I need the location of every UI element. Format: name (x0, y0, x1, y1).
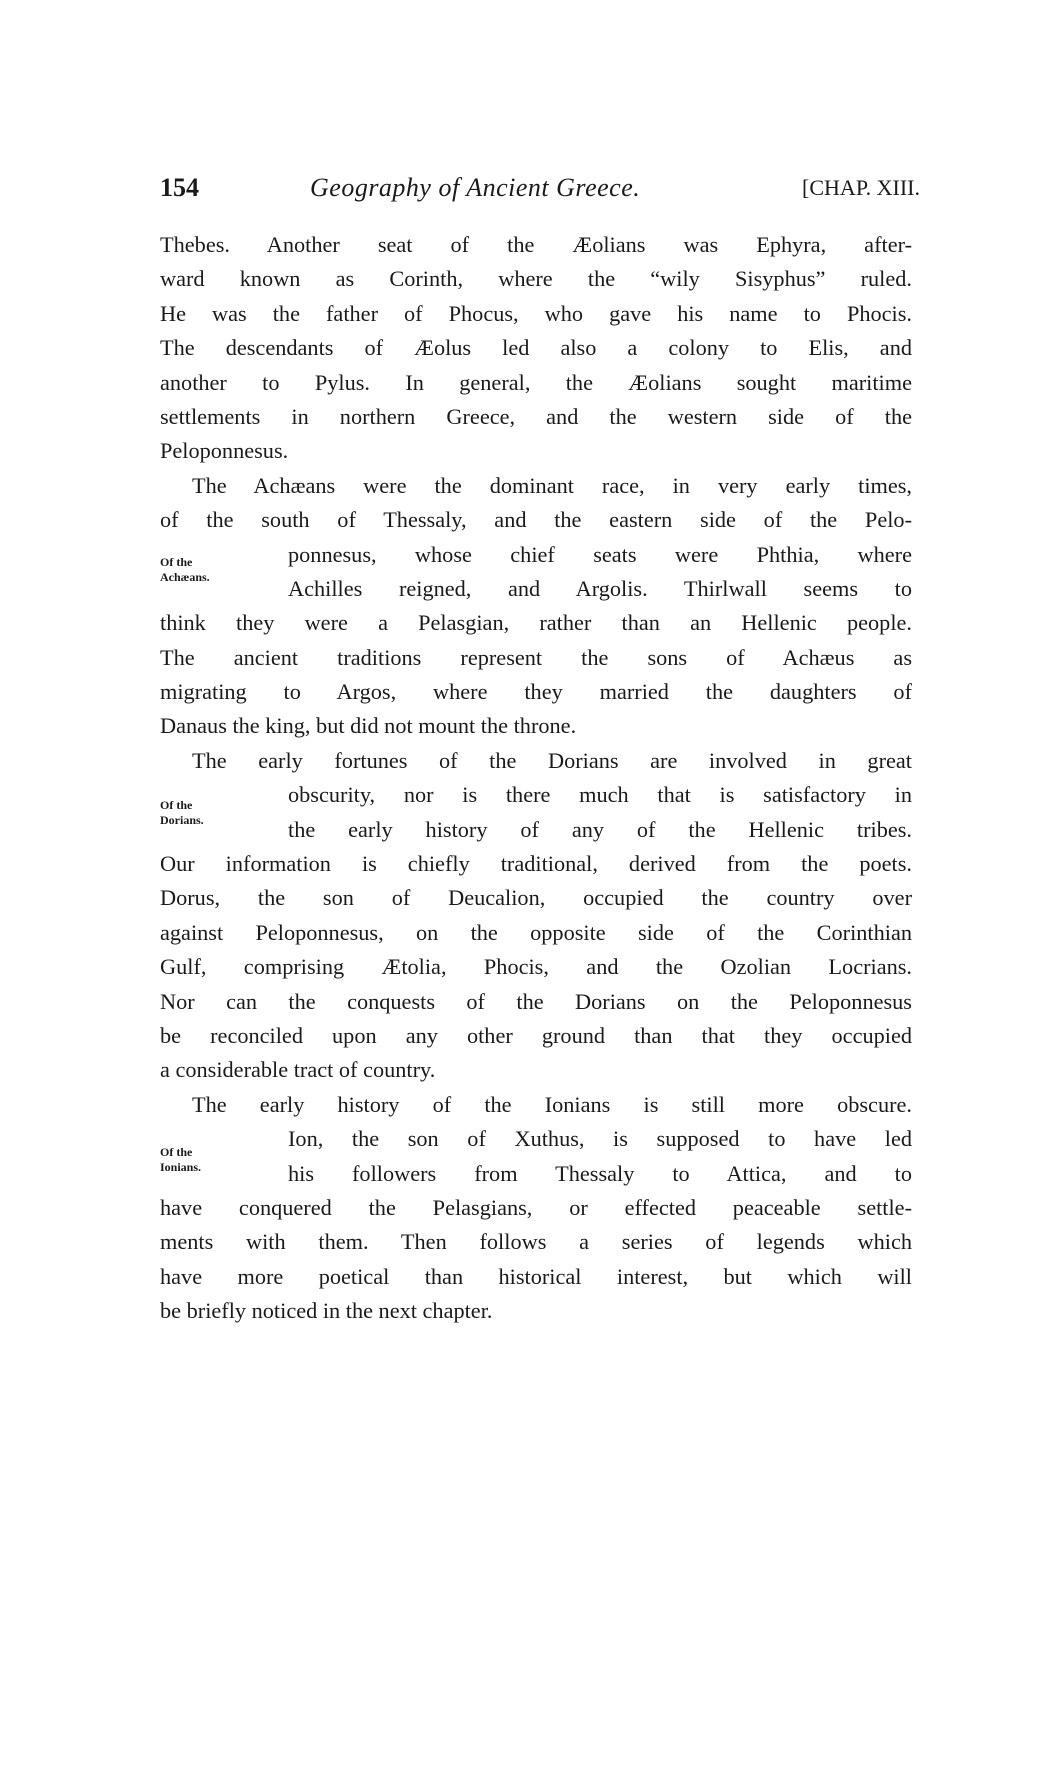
chapter-reference: [CHAP. XIII. (802, 175, 920, 200)
text-line: his followers from Thessaly to Attica, and to (288, 1160, 912, 1186)
text-line: a considerable tract of country. (160, 1057, 436, 1083)
running-head (160, 170, 920, 206)
text-line: ments with them. Then follows a series of legends which (160, 1229, 912, 1255)
text-line: Our information is chiefly traditional, derived from the poets. (160, 851, 912, 877)
text-line: Danaus the king, but did not mount the throne. (160, 713, 577, 739)
text-line: Gulf, comprising Ætolia, Phocis, and the Ozolian Locrians. (160, 954, 912, 980)
side-note-line: Of the (160, 1145, 193, 1159)
text-line: obscurity, nor is there much that is satisfactory in (288, 782, 912, 808)
side-note-line: Of the (160, 555, 193, 569)
text-line: ponnesus, whose chief seats were Phthia, where (288, 541, 912, 567)
paragraph-aeolians (160, 228, 912, 469)
text-line: the early history of any of the Hellenic tribes. (288, 816, 912, 842)
text-line: be reconciled upon any other ground than that they occupied (160, 1022, 912, 1048)
side-note-line: Achæans. (160, 570, 210, 584)
text-line: migrating to Argos, where they married the daughters of (160, 679, 912, 705)
text-line: Nor can the conquests of the Dorians on the Peloponnesus (160, 988, 912, 1014)
text-line: Dorus, the son of Deucalion, occupied the country over (160, 885, 912, 911)
text-line: Thebes. Another seat of the Æolians was Ephyra, after- (160, 232, 912, 257)
text-line: The early fortunes of the Dorians are involved in great (192, 747, 912, 773)
paragraph-achaeans (160, 469, 912, 744)
text-line: settlements in northern Greece, and the western side of the (160, 403, 912, 429)
side-note-line: Of the (160, 798, 193, 812)
text-line: The ancient traditions represent the sons of Achæus as (160, 644, 912, 670)
side-note-line: Ionians. (160, 1160, 202, 1174)
text-line: have more poetical than historical interest, but which will (160, 1263, 912, 1289)
text-line: Achilles reigned, and Argolis. Thirlwall seems to (288, 575, 912, 601)
text-line: think they were a Pelasgian, rather than an Hellenic people. (160, 610, 912, 636)
text-line: Ion, the son of Xuthus, is supposed to have led (288, 1126, 912, 1152)
text-line: The Achæans were the dominant race, in very early times, (192, 472, 912, 498)
text-line: Peloponnesus. (160, 438, 289, 464)
text-line: have conquered the Pelasgians, or effected peaceable settle- (160, 1194, 912, 1220)
text-line: be briefly noticed in the next chapter. (160, 1298, 493, 1324)
text-line: of the south of Thessaly, and the eastern side of the Pelo- (160, 507, 912, 533)
text-line: The descendants of Æolus led also a colony to Elis, and (160, 335, 912, 361)
paragraph-dorians (160, 744, 912, 1088)
side-note-dorians (160, 798, 270, 828)
text-line: against Peloponnesus, on the opposite side of the Corinthian (160, 919, 912, 945)
page-number: 154 (160, 173, 199, 202)
text-line: another to Pylus. In general, the Æolians sought maritime (160, 369, 912, 395)
paragraph-ionians (160, 1088, 912, 1329)
text-line: ward known as Corinth, where the “wily Sisyphus” ruled. (160, 266, 912, 292)
text-line: He was the father of Phocus, who gave his name to Phocis. (160, 300, 912, 326)
side-note-achaeans (160, 555, 270, 585)
running-title: Geography of Ancient Greece. (310, 173, 641, 202)
text-line: The early history of the Ionians is still more obscure. (192, 1091, 912, 1117)
body-text (160, 228, 912, 1329)
side-note-ionians (160, 1145, 270, 1175)
side-note-line: Dorians. (160, 813, 204, 827)
